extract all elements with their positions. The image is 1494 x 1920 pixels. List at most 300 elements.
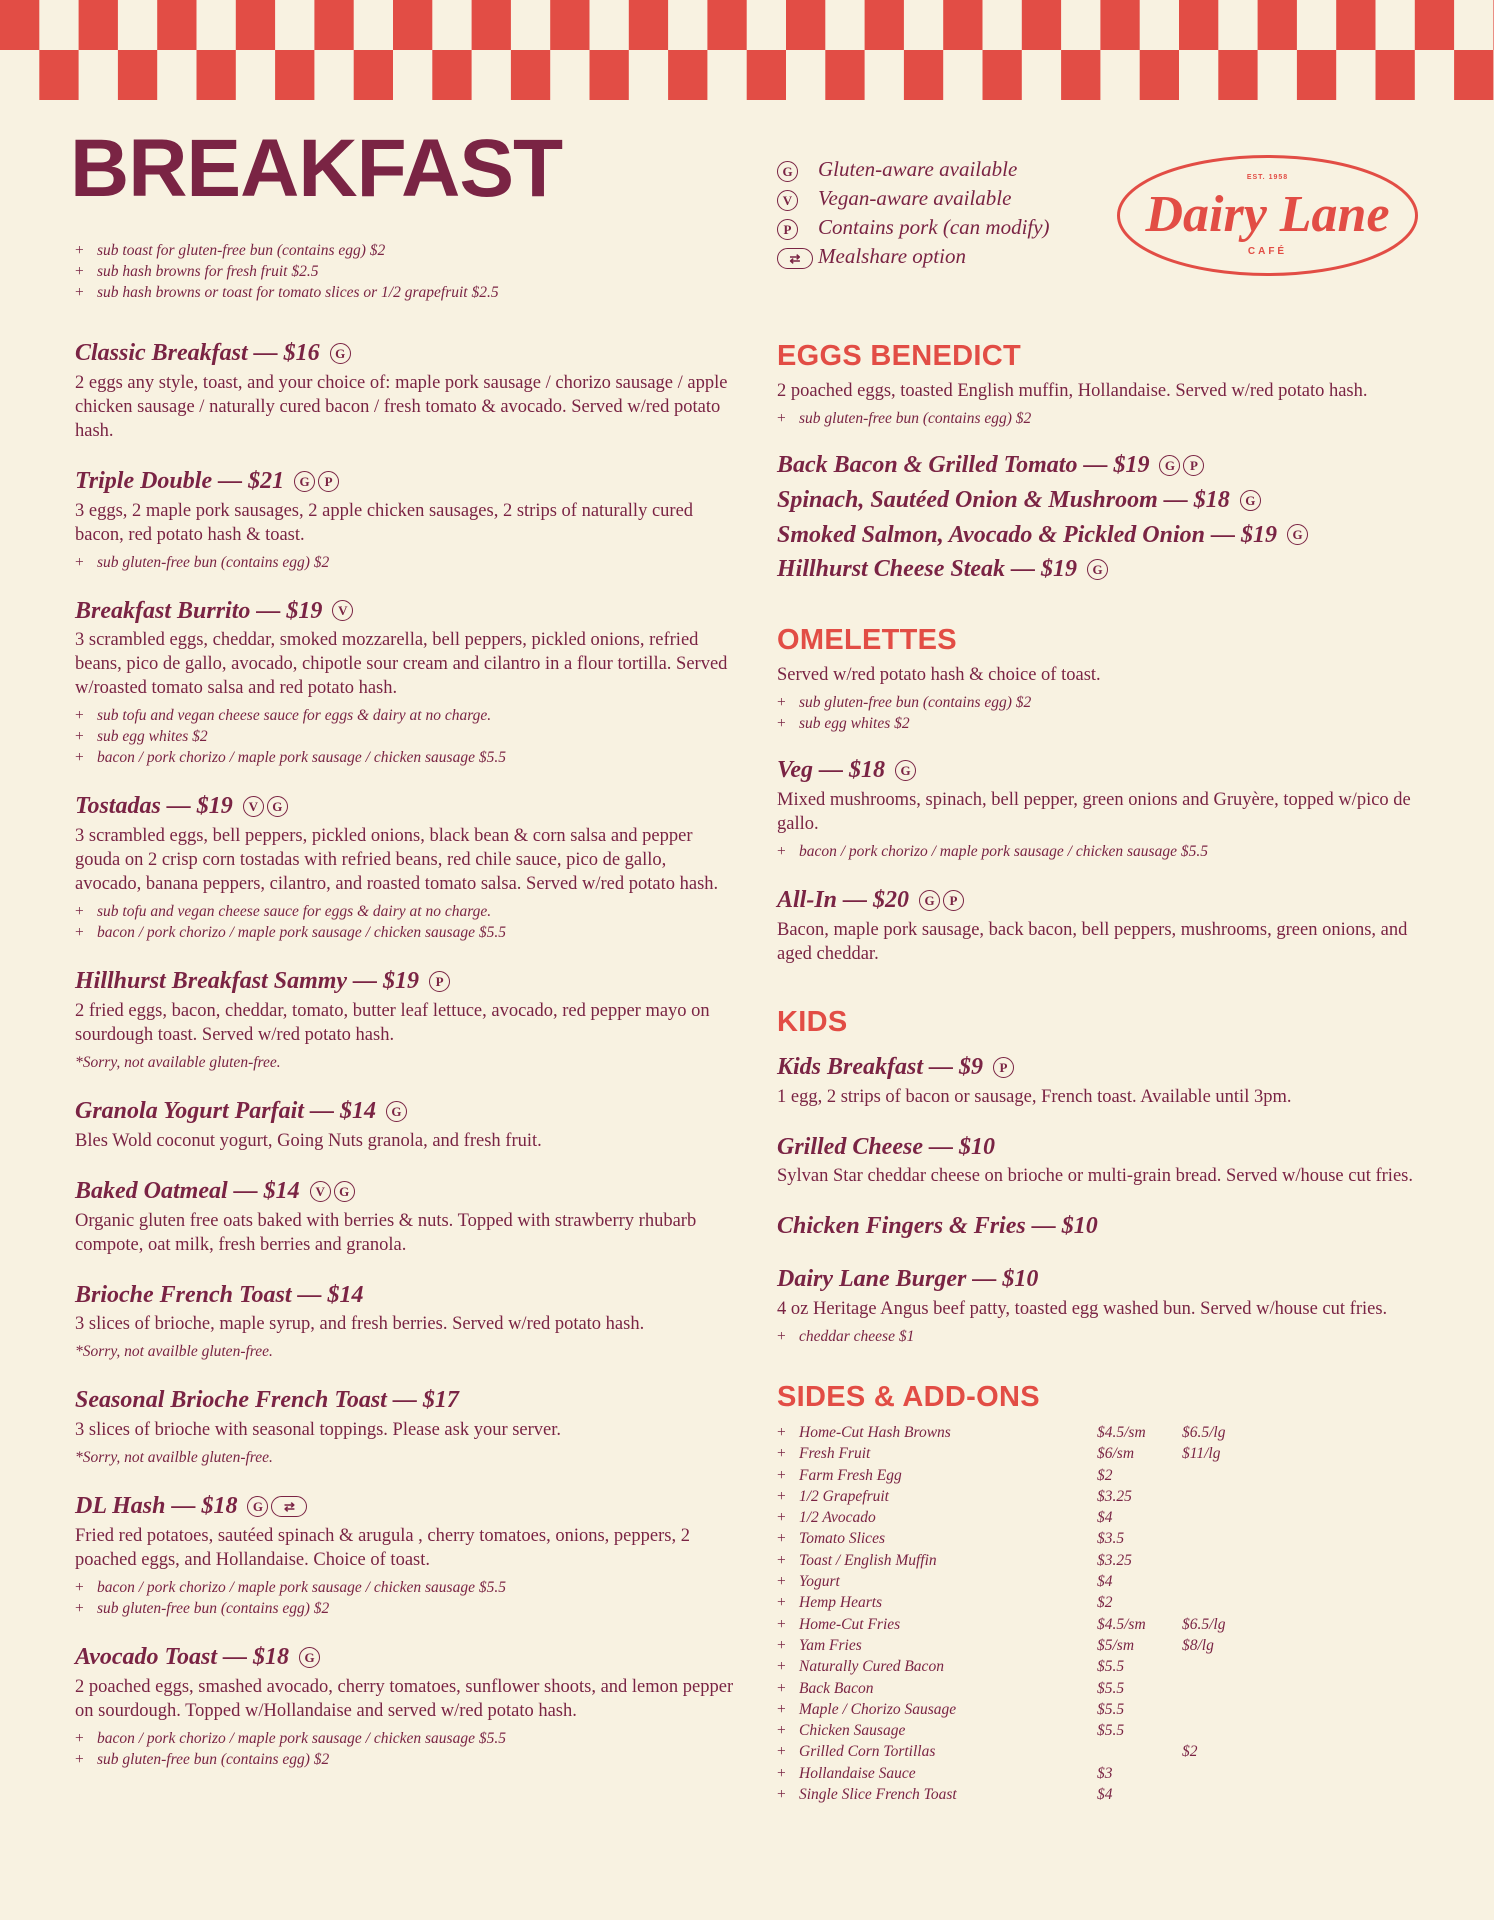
gluten-aware-icon: G <box>1087 559 1108 580</box>
plus-icon: + <box>777 410 786 427</box>
plus-icon: + <box>777 1743 786 1761</box>
checker-square <box>1297 50 1336 100</box>
benedict-item <box>777 521 1437 550</box>
legend-row-pork <box>777 213 1050 242</box>
item-description: Fried red potatoes, sautéed spinach & arugula , cherry tomatoes, onions, peppers, 2 poached eggs, and Hollandaise. Choice of toast. <box>75 1525 690 1570</box>
item-heading <box>75 339 735 368</box>
gluten-aware-icon: G <box>267 796 288 817</box>
dietary-badges <box>310 1181 355 1202</box>
vegan-aware-icon: V <box>243 796 264 817</box>
modifier-note <box>777 713 1437 734</box>
side-name-cell <box>777 1486 1097 1507</box>
side-name-cell <box>777 1763 1097 1784</box>
modifier-note <box>75 552 735 573</box>
dairy-lane-logo <box>1115 153 1420 278</box>
plus-icon: + <box>777 1764 786 1782</box>
side-name: Back Bacon <box>799 1679 874 1697</box>
modifier-note <box>75 901 735 922</box>
modifier-note <box>75 1598 735 1619</box>
side-name-cell <box>777 1699 1097 1720</box>
side-row <box>777 1486 1337 1507</box>
side-price-small: $5.5 <box>1097 1700 1125 1718</box>
side-name: 1/2 Grapefruit <box>799 1487 889 1505</box>
gluten-aware-icon: G <box>1159 455 1180 476</box>
plus-icon: + <box>777 1327 786 1345</box>
side-name: Farm Fresh Egg <box>799 1466 902 1484</box>
dietary-badges <box>299 1647 320 1668</box>
side-row <box>777 1507 1337 1528</box>
modifier-note <box>75 747 735 768</box>
item-heading <box>75 792 735 821</box>
side-price-small: $4 <box>1097 1509 1113 1527</box>
checker-square <box>354 50 393 100</box>
modifier-text: bacon / pork chorizo / maple pork sausage / chicken sausage $5.5 <box>97 924 506 942</box>
modifier-text: sub gluten-free bun (contains egg) $2 <box>799 410 1032 427</box>
menu-item <box>75 339 735 443</box>
item-name-price: Classic Breakfast — $16 <box>75 340 320 366</box>
checker-square <box>1415 0 1454 50</box>
side-name-cell <box>777 1741 1097 1762</box>
item-description: 1 egg, 2 strips of bacon or sausage, French toast. Available until 3pm. <box>777 1086 1292 1107</box>
side-price-large: $6.5/lg <box>1182 1423 1226 1441</box>
item-description: 3 slices of brioche, maple syrup, and fresh berries. Served w/red potato hash. <box>75 1314 645 1335</box>
menu-item <box>75 1643 735 1770</box>
checker-square <box>668 50 707 100</box>
side-row <box>777 1635 1337 1656</box>
side-row <box>777 1443 1337 1464</box>
checker-square <box>1336 0 1375 50</box>
side-price-small: $6/sm <box>1097 1445 1135 1463</box>
item-name-price: Back Bacon & Grilled Tomato — $19 <box>777 452 1150 478</box>
plus-icon: + <box>777 694 786 712</box>
kids-section <box>777 1006 1437 1347</box>
checker-square <box>0 0 39 50</box>
side-row <box>777 1614 1337 1635</box>
svg-text:CAFÉ: CAFÉ <box>1247 246 1288 257</box>
side-row <box>777 1741 1337 1762</box>
checker-square <box>1218 50 1257 100</box>
plus-icon: + <box>777 1509 786 1527</box>
modifier-note <box>75 1577 735 1598</box>
item-notes <box>75 901 735 943</box>
item-name-price: Baked Oatmeal — $14 <box>75 1177 300 1204</box>
mealshare-icon: ⇄ <box>777 248 813 269</box>
item-heading <box>75 1492 735 1521</box>
side-price-large <box>1182 1571 1262 1592</box>
side-price-large: $11/lg <box>1182 1445 1221 1463</box>
modifier-text: sub toast for gluten-free bun (contains egg) $2 <box>97 242 386 259</box>
item-description: 3 eggs, 2 maple pork sausages, 2 apple chicken sausages, 2 strips of naturally cured bacon, red potato hash & toast. <box>75 500 694 545</box>
dietary-badges <box>993 1057 1014 1078</box>
item-description: Bles Wold coconut yogurt, Going Nuts granola, and fresh fruit. <box>75 1130 542 1151</box>
gluten-aware-icon: G <box>294 471 315 492</box>
contains-pork-icon: P <box>777 219 798 240</box>
breakfast-column <box>75 240 735 1794</box>
item-description: Sylvan Star cheddar cheese on brioche or multi-grain bread. Served w/house cut fries. <box>777 1166 1413 1187</box>
checker-square <box>1376 50 1415 100</box>
modifier-note <box>75 705 735 726</box>
item-heading <box>777 1133 1437 1162</box>
modifier-text: cheddar cheese $1 <box>799 1327 915 1345</box>
plus-icon: + <box>777 715 786 733</box>
section-desc: 2 poached eggs, toasted English muffin, Hollandaise. Served w/red potato hash. <box>777 381 1368 401</box>
side-price-large <box>1182 1507 1262 1528</box>
legend-label: Mealshare option <box>818 244 966 268</box>
plus-icon: + <box>777 1487 786 1505</box>
plus-icon: + <box>75 1750 84 1768</box>
benedict-item <box>777 486 1437 515</box>
side-name-cell <box>777 1592 1097 1613</box>
modifier-note <box>777 692 1437 713</box>
item-heading <box>777 1265 1437 1294</box>
side-price-small: $4 <box>1097 1786 1113 1804</box>
side-row <box>777 1550 1337 1571</box>
item-name-price: Avocado Toast — $18 <box>75 1643 289 1670</box>
side-price-small: $2 <box>1097 1594 1113 1612</box>
side-price-small: $4.5/sm <box>1097 1423 1146 1441</box>
modifier-note <box>75 240 735 261</box>
plus-icon: + <box>75 284 84 301</box>
menu-item <box>75 1281 735 1363</box>
plus-icon: + <box>75 903 84 921</box>
dietary-badges <box>1087 559 1108 580</box>
checker-square <box>1100 0 1139 50</box>
menu-item <box>777 886 1437 966</box>
side-name: Toast / English Muffin <box>799 1551 937 1569</box>
side-name: Home-Cut Fries <box>799 1615 901 1633</box>
item-description: 3 scrambled eggs, cheddar, smoked mozzarella, bell peppers, pickled onions, refried beans, pico de gallo, avocado, chipotle sour cream and cilantro in a flour tortilla. Served w/roasted tomato salsa and red potato hash. <box>75 630 728 699</box>
sides-table <box>777 1422 1337 1805</box>
menu-item <box>75 792 735 943</box>
legend-row-gluten <box>777 155 1050 184</box>
modifier-note <box>75 726 735 747</box>
checker-square <box>707 0 746 50</box>
menu-item <box>75 967 735 1073</box>
side-price-small: $5/sm <box>1097 1636 1135 1654</box>
legend-row-mealshare <box>777 242 1050 271</box>
sides-section <box>777 1381 1437 1805</box>
item-name-price: Hillhurst Breakfast Sammy — $19 <box>75 968 420 995</box>
side-name: Chicken Sausage <box>799 1722 906 1740</box>
side-name-cell <box>777 1465 1097 1486</box>
side-price-small: $3.5 <box>1097 1530 1125 1548</box>
dietary-badges <box>247 1496 307 1517</box>
item-heading <box>75 467 735 496</box>
svg-text:EST. 1958: EST. 1958 <box>1246 174 1289 181</box>
checker-square <box>1454 50 1493 100</box>
item-name-price: Chicken Fingers & Fries — $10 <box>777 1213 1098 1240</box>
item-name-price: Hillhurst Cheese Steak — $19 <box>777 556 1078 583</box>
checkerboard-border <box>0 0 1494 100</box>
side-price-large <box>1182 1699 1262 1720</box>
legend <box>777 155 1050 271</box>
gluten-aware-icon: G <box>1240 490 1261 511</box>
side-name: Tomato Slices <box>799 1530 885 1548</box>
modifier-text: bacon / pork chorizo / maple pork sausage / chicken sausage $5.5 <box>97 1729 506 1747</box>
item-heading <box>75 1097 735 1126</box>
modifier-text: bacon / pork chorizo / maple pork sausage / chicken sausage $5.5 <box>97 749 506 767</box>
side-name: Grilled Corn Tortillas <box>799 1743 936 1761</box>
gluten-aware-icon: G <box>1287 524 1308 545</box>
modifier-note <box>777 841 1437 862</box>
item-name-price: Seasonal Brioche French Toast — $17 <box>75 1387 459 1414</box>
item-name-price: Tostadas — $19 <box>75 793 233 820</box>
plus-icon: + <box>777 1466 786 1484</box>
plus-icon: + <box>75 728 84 746</box>
modifier-text: bacon / pork chorizo / maple pork sausage / chicken sausage $5.5 <box>97 1578 506 1596</box>
side-name: Yam Fries <box>799 1636 862 1654</box>
item-description: 4 oz Heritage Angus beef patty, toasted egg washed bun. Served w/house cut fries. <box>777 1298 1388 1319</box>
menu-item <box>75 1386 735 1468</box>
gluten-aware-icon: G <box>247 1496 268 1517</box>
item-name-price: All-In — $20 <box>777 886 910 913</box>
menu-item <box>75 1097 735 1153</box>
side-name-cell <box>777 1614 1097 1635</box>
modifier-text: sub gluten-free bun (contains egg) $2 <box>97 1599 330 1617</box>
side-name-cell <box>777 1678 1097 1699</box>
plus-icon: + <box>75 553 84 571</box>
right-column <box>777 340 1437 1845</box>
item-name-price: Veg — $18 <box>777 757 885 784</box>
modifier-note <box>75 282 735 303</box>
side-name: Fresh Fruit <box>799 1445 871 1463</box>
item-notes <box>75 552 735 573</box>
checker-square <box>1179 0 1218 50</box>
plus-icon: + <box>777 1594 786 1612</box>
benedict-item <box>777 451 1437 480</box>
side-price-small: $3.25 <box>1097 1551 1132 1569</box>
menu-item <box>777 1053 1437 1109</box>
menu-item <box>75 1177 735 1257</box>
item-name-price: Kids Breakfast — $9 <box>777 1053 984 1080</box>
side-row <box>777 1699 1337 1720</box>
item-description: Mixed mushrooms, spinach, bell pepper, green onions and Gruyère, topped w/pico de gallo. <box>777 789 1411 834</box>
omelettes-section <box>777 624 1437 966</box>
dietary-badges <box>1287 524 1308 545</box>
side-name-cell <box>777 1635 1097 1656</box>
dietary-badges <box>429 971 450 992</box>
checker-square <box>1140 50 1179 100</box>
side-price-small <box>1097 1741 1182 1762</box>
modifier-note <box>75 922 735 943</box>
side-name: Home-Cut Hash Browns <box>799 1423 951 1441</box>
item-heading <box>75 1177 735 1206</box>
dietary-badges <box>330 343 351 364</box>
side-price-large <box>1182 1528 1262 1549</box>
checker-square <box>118 50 157 100</box>
global-notes <box>75 240 735 303</box>
item-heading <box>777 1212 1437 1241</box>
side-name-cell <box>777 1550 1097 1571</box>
side-name-cell <box>777 1784 1097 1805</box>
plus-icon: + <box>777 1615 786 1633</box>
menu-item <box>75 1492 735 1619</box>
vegan-aware-icon: V <box>777 190 798 211</box>
dietary-badges <box>332 600 353 621</box>
item-notes <box>777 1326 1437 1347</box>
modifier-text: sub tofu and vegan cheese sauce for eggs & dairy at no charge. <box>97 707 492 725</box>
item-name-price: Smoked Salmon, Avocado & Pickled Onion — $19 <box>777 521 1278 548</box>
dietary-badges <box>1240 490 1261 511</box>
checker-square <box>550 0 589 50</box>
checker-square <box>629 0 668 50</box>
side-price-large <box>1182 1784 1262 1805</box>
side-price-large <box>1182 1486 1262 1507</box>
eggs-benedict-section <box>777 340 1437 584</box>
item-name-price: DL Hash — $18 <box>75 1493 238 1520</box>
section-title: SIDES & ADD-ONS <box>777 1380 1040 1413</box>
modifier-note <box>777 408 1437 429</box>
modifier-text: sub egg whites $2 <box>97 728 208 746</box>
side-price-small: $5.5 <box>1097 1658 1125 1676</box>
plus-icon: + <box>777 842 786 860</box>
side-price-small: $3.25 <box>1097 1487 1132 1505</box>
dietary-badges <box>919 890 964 911</box>
item-heading <box>75 1643 735 1672</box>
item-name-price: Triple Double — $21 <box>75 467 285 494</box>
plus-icon: + <box>777 1530 786 1548</box>
gluten-aware-icon: G <box>919 890 940 911</box>
checker-square <box>1258 0 1297 50</box>
side-price-small: $5.5 <box>1097 1722 1125 1740</box>
modifier-text: sub hash browns for fresh fruit $2.5 <box>97 263 319 280</box>
plus-icon: + <box>75 263 84 280</box>
breakfast-items <box>75 339 735 1770</box>
side-name-cell <box>777 1720 1097 1741</box>
gluten-free-disclaimer: *Sorry, not available gluten-free. <box>75 1053 281 1071</box>
modifier-note <box>75 261 735 282</box>
plus-icon: + <box>777 1573 786 1591</box>
checker-square <box>511 50 550 100</box>
legend-label: Vegan-aware available <box>818 186 1012 210</box>
checker-square <box>275 50 314 100</box>
plus-icon: + <box>777 1700 786 1718</box>
item-heading <box>777 886 1437 915</box>
gluten-free-disclaimer: *Sorry, not availble gluten-free. <box>75 1343 273 1361</box>
side-row <box>777 1592 1337 1613</box>
vegan-aware-icon: V <box>332 600 353 621</box>
side-price-large <box>1182 1763 1262 1784</box>
checker-square <box>1022 0 1061 50</box>
plus-icon: + <box>777 1722 786 1740</box>
side-price-small: $5.5 <box>1097 1679 1125 1697</box>
contains-pork-icon: P <box>429 971 450 992</box>
plus-icon: + <box>75 1599 84 1617</box>
item-name-price: Spinach, Sautéed Onion & Mushroom — $18 <box>777 486 1230 513</box>
checker-square <box>865 0 904 50</box>
checker-square <box>1061 50 1100 100</box>
checker-square <box>393 0 432 50</box>
section-title: EGGS BENEDICT <box>777 340 1021 372</box>
svg-text:Dairy Lane: Dairy Lane <box>1145 186 1390 243</box>
side-name: Hollandaise Sauce <box>799 1764 916 1782</box>
menu-item <box>777 1265 1437 1347</box>
side-price-small: $4.5/sm <box>1097 1615 1146 1633</box>
plus-icon: + <box>75 1729 84 1747</box>
side-price-large <box>1182 1678 1262 1699</box>
plus-icon: + <box>75 924 84 942</box>
side-name: Maple / Chorizo Sausage <box>799 1700 957 1718</box>
item-notes <box>75 1577 735 1619</box>
item-description: 2 poached eggs, smashed avocado, cherry tomatoes, sunflower shoots, and lemon pepper on sourdough. Topped w/Hollandaise and served w/red potato hash. <box>75 1676 734 1721</box>
checker-square <box>825 50 864 100</box>
plus-icon: + <box>75 242 84 259</box>
side-price-large: $2 <box>1182 1743 1198 1761</box>
side-price-large <box>1182 1550 1262 1571</box>
plus-icon: + <box>75 1578 84 1596</box>
checker-square <box>472 0 511 50</box>
vegan-aware-icon: V <box>310 1181 331 1202</box>
item-name-price: Grilled Cheese — $10 <box>777 1133 995 1160</box>
side-price-small: $3 <box>1097 1764 1113 1782</box>
gluten-free-disclaimer: *Sorry, not availble gluten-free. <box>75 1449 273 1467</box>
dietary-badges <box>386 1101 407 1122</box>
modifier-text: bacon / pork chorizo / maple pork sausage / chicken sausage $5.5 <box>799 842 1208 860</box>
checker-square <box>197 50 236 100</box>
side-row <box>777 1678 1337 1699</box>
checker-square <box>747 50 786 100</box>
side-name-cell <box>777 1507 1097 1528</box>
benedict-item <box>777 555 1437 584</box>
side-name: Naturally Cured Bacon <box>799 1658 944 1676</box>
item-heading <box>75 967 735 996</box>
section-title: KIDS <box>777 1005 848 1038</box>
plus-icon: + <box>777 1551 786 1569</box>
item-name-price: Breakfast Burrito — $19 <box>75 597 323 624</box>
gluten-aware-icon: G <box>895 760 916 781</box>
contains-pork-icon: P <box>993 1057 1014 1078</box>
checker-square <box>943 0 982 50</box>
side-price-large <box>1182 1592 1262 1613</box>
plus-icon: + <box>777 1636 786 1654</box>
menu-item <box>777 1212 1437 1241</box>
modifier-text: sub gluten-free bun (contains egg) $2 <box>97 553 330 571</box>
item-heading <box>75 1386 735 1415</box>
contains-pork-icon: P <box>1183 455 1204 476</box>
dietary-badges <box>1159 455 1204 476</box>
side-row <box>777 1571 1337 1592</box>
checker-square <box>314 0 353 50</box>
modifier-text: sub tofu and vegan cheese sauce for eggs & dairy at no charge. <box>97 903 492 921</box>
section-desc: Served w/red potato hash & choice of toast. <box>777 665 1101 686</box>
plus-icon: + <box>777 1786 786 1804</box>
gluten-aware-icon: G <box>299 1647 320 1668</box>
item-heading <box>75 597 735 626</box>
dietary-badges <box>294 471 339 492</box>
menu-item <box>777 756 1437 862</box>
checker-square <box>39 50 78 100</box>
side-name-cell <box>777 1656 1097 1677</box>
item-notes <box>75 705 735 768</box>
side-row <box>777 1720 1337 1741</box>
modifier-note <box>75 1728 735 1749</box>
side-name-cell <box>777 1528 1097 1549</box>
side-price-large: $6.5/lg <box>1182 1615 1226 1633</box>
checker-square <box>157 0 196 50</box>
checker-square <box>236 0 275 50</box>
side-price-large <box>1182 1465 1262 1486</box>
dietary-badges <box>243 796 288 817</box>
checker-square <box>904 50 943 100</box>
contains-pork-icon: P <box>318 471 339 492</box>
legend-label: Contains pork (can modify) <box>818 215 1050 239</box>
plus-icon: + <box>75 749 84 767</box>
modifier-note <box>75 1749 735 1770</box>
checker-square <box>590 50 629 100</box>
plus-icon: + <box>777 1679 786 1697</box>
side-name-cell <box>777 1571 1097 1592</box>
menu-item <box>75 467 735 573</box>
